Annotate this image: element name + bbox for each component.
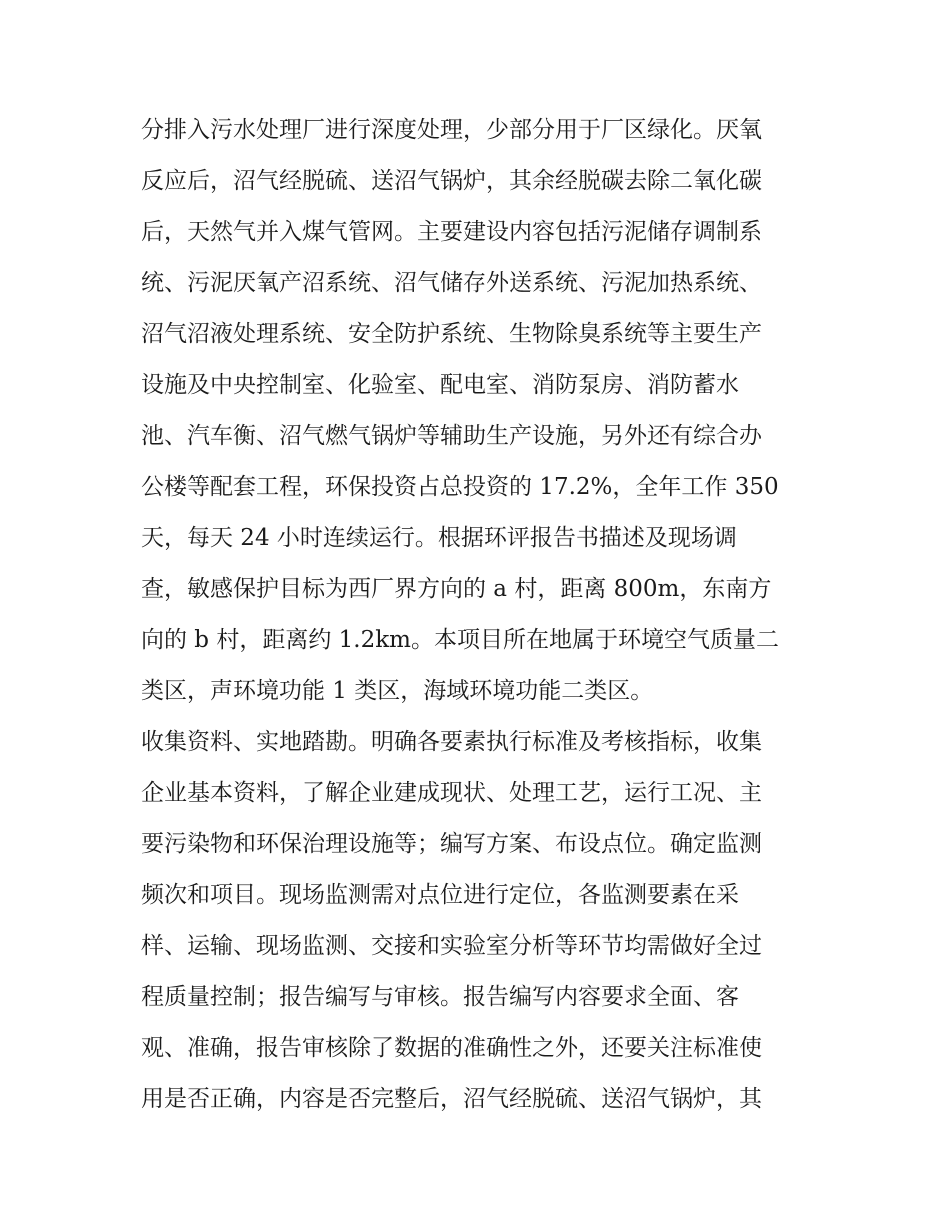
text-line: 观、准确，报告审核除了数据的准确性之外，还要关注标准使 — [141, 1035, 762, 1061]
text-line: 类区，声环境功能 1 类区，海域环境功能二类区。 — [141, 678, 654, 704]
text-line: 沼气沼液处理系统、安全防护系统、生物除臭系统等主要生产 — [141, 321, 762, 347]
text-line: 反应后，沼气经脱硫、送沼气锅炉，其余经脱碳去除二氧化碳 — [141, 168, 762, 194]
text-line: 设施及中央控制室、化验室、配电室、消防泵房、消防蓄水 — [141, 372, 739, 398]
text-line: 后，天然气并入煤气管网。主要建设内容包括污泥储存调制系 — [141, 219, 762, 245]
text-line: 统、污泥厌氧产沼系统、沼气储存外送系统、污泥加热系统、 — [141, 270, 762, 296]
text-line: 程质量控制；报告编写与审核。报告编写内容要求全面、客 — [141, 984, 739, 1010]
text-line: 频次和项目。现场监测需对点位进行定位，各监测要素在采 — [141, 882, 739, 908]
text-line: 样、运输、现场监测、交接和实验室分析等环节均需做好全过 — [141, 933, 762, 959]
text-line: 向的 b 村，距离约 1.2km。本项目所在地属于环境空气质量二 — [141, 627, 779, 653]
text-line: 天，每天 24 小时连续运行。根据环评报告书描述及现场调 — [141, 525, 737, 551]
text-line: 公楼等配套工程，环保投资占总投资的 17.2%，全年工作 350 — [141, 474, 779, 500]
text-line: 要污染物和环保治理设施等；编写方案、布设点位。确定监测 — [141, 831, 762, 857]
text-line: 用是否正确，内容是否完整后，沼气经脱硫、送沼气锅炉，其 — [141, 1086, 762, 1112]
text-line: 查，敏感保护目标为西厂界方向的 a 村，距离 800m，东南方 — [141, 576, 772, 602]
text-line: 池、汽车衡、沼气燃气锅炉等辅助生产设施，另外还有综合办 — [141, 423, 762, 449]
text-line: 企业基本资料，了解企业建成现状、处理工艺，运行工况、主 — [141, 780, 762, 806]
text-line: 收集资料、实地踏勘。明确各要素执行标准及考核指标，收集 — [141, 729, 762, 755]
text-line: 分排入污水处理厂进行深度处理，少部分用于厂区绿化。厌氧 — [141, 117, 762, 143]
